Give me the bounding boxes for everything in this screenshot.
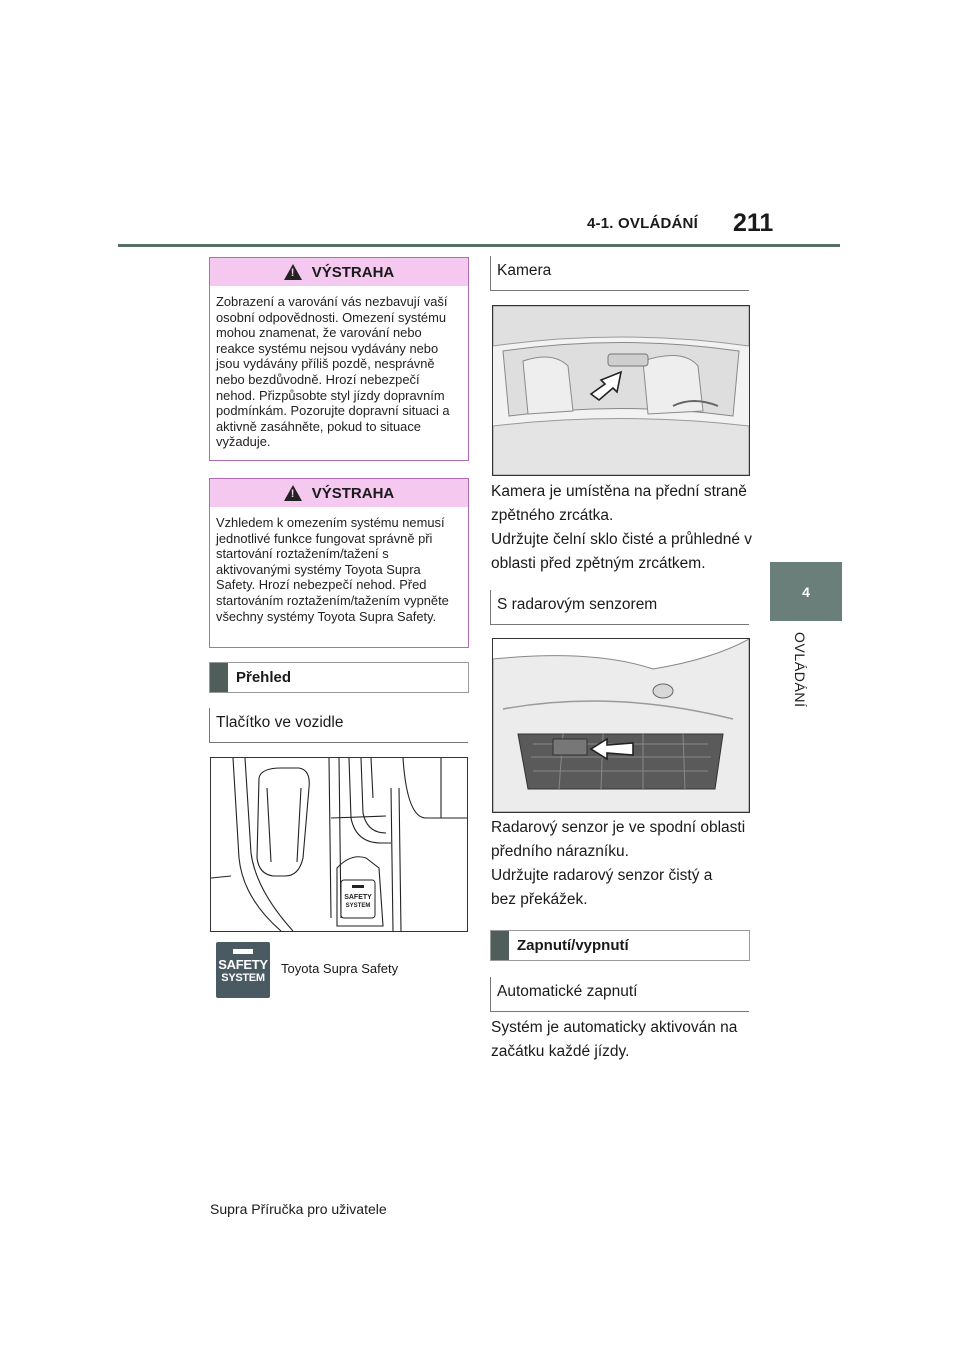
running-header-section: 4-1. OVLÁDÁNÍ (587, 215, 698, 232)
console-drawing (211, 758, 467, 931)
auto-on-text: Systém je automaticky aktivován na začátku každé jízdy. (491, 1019, 738, 1060)
header-rule (118, 244, 840, 247)
warning-header (210, 479, 468, 507)
warning-text: Vzhledem k omezením systému nemusí jednotlivé funkce fungovat správně při startování roztažením/tažení s aktivovanými systémy Toyota Supra Safety. Hrozí nebezpečí nehod. Před startováním roztažením/tažením vypněte všechny systémy Toyota Supra Safety. (216, 515, 449, 624)
footer: Supra Příručka pro uživatele (210, 1201, 387, 1217)
warning-icon: ! (284, 485, 302, 501)
radar-text-1: Radarový senzor je ve spodní oblasti předního nárazníku. (491, 819, 746, 860)
warning-icon: ! (284, 264, 302, 280)
safety-system-button-icon (216, 942, 270, 998)
warning-title: VÝSTRAHA (311, 263, 395, 281)
warning-header (210, 258, 468, 286)
svg-text:SAFETY: SAFETY (344, 894, 372, 901)
section-bar (210, 663, 228, 692)
bumper-drawing (493, 639, 749, 812)
subheading-button: Tlačítko ve vozidle (209, 708, 468, 743)
section-heading-onoff (490, 930, 750, 961)
section-title: Zapnutí/vypnutí (517, 937, 629, 954)
warning-box-1 (209, 257, 469, 461)
console-illustration (210, 757, 468, 932)
chapter-number: 4 (802, 583, 810, 600)
button-icon-line1: SAFETY (218, 957, 268, 972)
subheading-auto-on: Automatické zapnutí (490, 977, 749, 1012)
page-number: 211 (733, 209, 774, 237)
chapter-tab (770, 562, 842, 621)
camera-illustration (492, 305, 750, 476)
section-heading-overview (209, 662, 469, 693)
warning-text: Zobrazení a varování vás nezbavují vaší osobní odpovědnosti. Omezení systému mohou znamenat, že varování nebo reakce systému nejsou vydávány nebo jsou vydávány příliš pozdě, nesprávně nebo bezdůvodně. Hrozí nebezpečí nehod. Přizpůsobte styl jízdy dopravním podmínkám. Pozorujte dopravní situaci a aktivně zasáhněte, pokud to situace vyžaduje. (216, 294, 450, 450)
subheading-radar: S radarovým senzorem (490, 590, 749, 625)
radar-illustration (492, 638, 750, 813)
button-caption: Toyota Supra Safety (281, 961, 399, 976)
camera-text-1: Kamera je umístěna na přední straně zpětného zrcátka. (491, 483, 747, 524)
button-icon-line2: SYSTEM (221, 972, 265, 984)
chapter-label: OVLÁDÁNÍ (792, 632, 808, 708)
section-bar (491, 931, 509, 960)
cabin-drawing (493, 306, 749, 475)
button-led-icon (233, 949, 253, 954)
svg-text:SYSTEM: SYSTEM (345, 903, 371, 909)
subheading-camera: Kamera (490, 256, 749, 291)
warning-title: VÝSTRAHA (311, 484, 395, 502)
warning-box-2 (209, 478, 469, 648)
section-title: Přehled (236, 669, 292, 686)
camera-text-2: Udržujte čelní sklo čisté a průhledné v oblasti před zpětným zrcátkem. (491, 531, 753, 572)
radar-text-2: Udržujte radarový senzor čistý a bez překážek. (491, 867, 713, 908)
